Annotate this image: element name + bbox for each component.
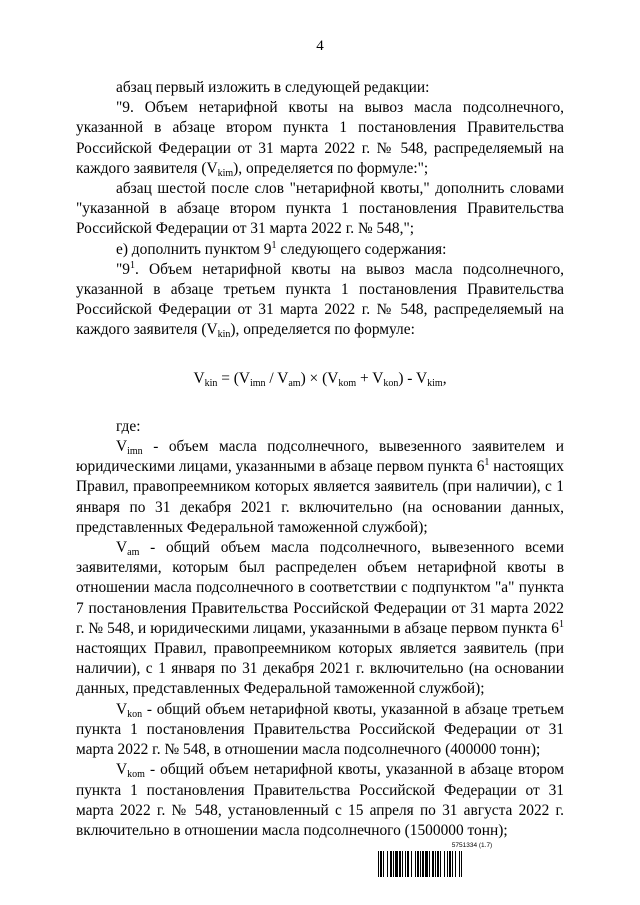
paragraph: абзац первый изложить в следующей редакции: <box>116 79 430 96</box>
document-body <box>76 78 564 841</box>
paragraph: е) дополнить пунктом $9^1$ следующего содержания: <box>116 239 447 258</box>
page-number: 4 <box>316 38 324 54</box>
paragraph: "$9^1$. Объем нетарифной квоты на вывоз масла подсолнечного, указанной в абзаце третьем пункта 1 постановления Правительства Российской Федерации от 31 марта 2022 г. № 548, распределяемый на каждого заявителя $(V_{kin})$, определяется по формуле: <box>76 259 564 341</box>
barcode-image <box>378 851 566 877</box>
definition-imn: $V_{imn}$ - объем масла подсолнечного, вывезенного заявителем и юридическими лицами, указанными в абзаце первом пункта $6^1$ настоящих Правил, правопреемником которых является заявитель (при наличии), с 1 января по 31 декабря 2021 г. включительно (на основании данных, представленных Федеральной таможенной службой); <box>76 438 564 536</box>
paragraph: где: <box>116 417 141 435</box>
barcode-number: 5751334 (1.7) <box>451 842 493 849</box>
paragraph: "9. Объем нетарифной квоты на вывоз масла подсолнечного, указанной в абзаце втором пункта 1 постановления Правительства Российской Федерации от 31 марта 2022 г. № 548, распределяемый на каждого заявителя $(V_{kim})$, определяется по формуле:"; <box>76 99 564 179</box>
barcode-block <box>378 842 566 877</box>
definition-kom: $V_{kom}$ - общий объем нетарифной квоты, указанной в абзаце втором пункта 1 постановления Правительства Российской Федерации от 31 марта 2022 г. № 548, установленный с 15 апреля по 31 августа 2022 г. включительно в отношении масла подсолнечного (1500000 тонн); <box>76 761 564 839</box>
formula: $V_{kin} = (V_{imn} / V_{am}) \times (V_{kom} + V_{kon}) - V_{kim}$, <box>193 369 447 389</box>
definition-am: $V_{am}$ - общий объем масла подсолнечного, вывезенного всеми заявителями, которым был распределен объем нетарифной квоты в отношении масла подсолнечного в соответствии с подпунктом "а" пункта 7 постановления Правительства Российской Федерации от 31 марта 2022 г. № 548, и юридическими лицами, указанными в абзаце первом пункта $6^1$ настоящих Правил, правопреемником которых является заявитель (при наличии), с 1 января по 31 декабря 2021 г. включительно (на основании данных, представленных Федеральной таможенной службой); <box>76 539 564 698</box>
paragraph: абзац шестой после слов "нетарифной квоты," дополнить словами "указанной в абзаце втором пункта 1 постановления Правительства Российской Федерации от 31 марта 2022 г. № 548,"; <box>76 180 564 238</box>
definition-kon: $V_{kon}$ - общий объем нетарифной квоты, указанной в абзаце третьем пункта 1 постановления Правительства Российской Федерации от 31 марта 2022 г. № 548, в отношении масла подсолнечного (400000 тонн); <box>76 700 564 759</box>
